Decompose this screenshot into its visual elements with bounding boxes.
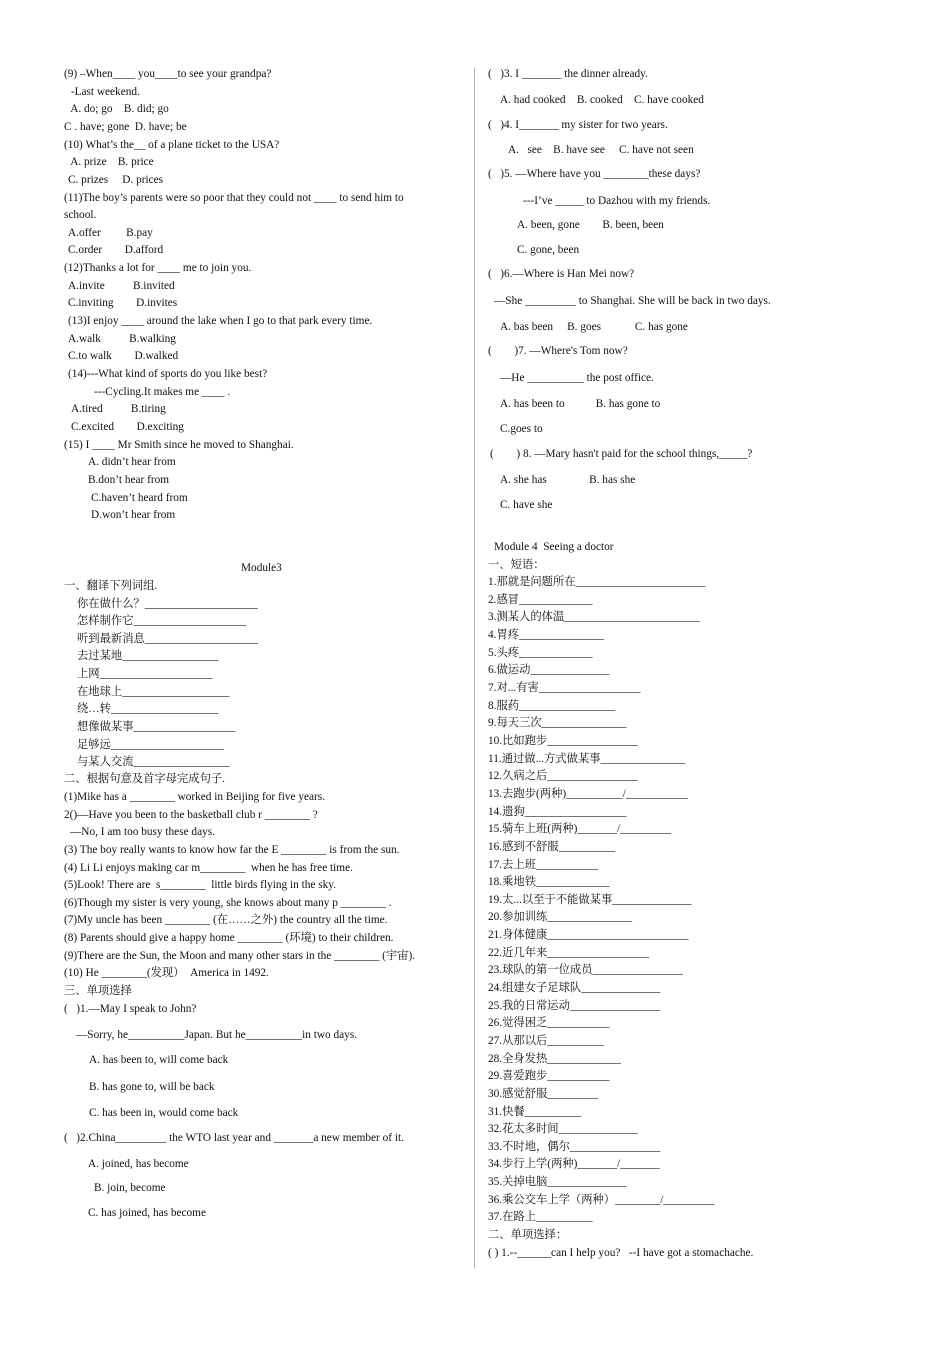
column-divider xyxy=(474,68,475,1268)
text-line: 9.每天三次_______________ xyxy=(488,717,627,729)
text-line: (14)---What kind of sports do you like best? xyxy=(68,368,268,380)
text-line: ( )7. —Where's Tom now? xyxy=(488,345,628,357)
text-line: 26.觉得困乏___________ xyxy=(488,1017,610,1029)
text-line: 听到最新消息____________________ xyxy=(77,633,258,645)
text-line: 3.测某人的体温________________________ xyxy=(488,611,700,623)
text-line: —No, I am too busy these days. xyxy=(70,826,215,838)
text-line: C. has been in, would come back xyxy=(89,1107,239,1119)
text-line: (13)I enjoy ____ around the lake when I go to that park every time. xyxy=(68,315,373,327)
text-line: 15.骑车上班(两种)_______/_________ xyxy=(488,823,671,835)
text-line: 1.那就是问题所在_______________________ xyxy=(488,576,706,588)
text-line: 上网____________________ xyxy=(77,668,213,680)
text-line: 8.服药_________________ xyxy=(488,700,616,712)
text-line: 5.头疼_____________ xyxy=(488,647,593,659)
text-line: school. xyxy=(64,209,97,221)
text-line: C. prizes D. prices xyxy=(68,174,164,186)
text-line: C. has joined, has become xyxy=(88,1207,206,1219)
text-line: (6)Though my sister is very young, she knows about many p ________ . xyxy=(64,897,392,909)
text-line: 12.久病之后________________ xyxy=(488,770,638,782)
text-line: C.to walk D.walked xyxy=(68,350,179,362)
text-line: (7)My uncle has been ________ (在……之外) the country all the time. xyxy=(64,914,388,926)
text-line: A.invite B.invited xyxy=(68,280,175,292)
text-line: (4) Li Li enjoys making car m________ when he has free time. xyxy=(64,862,353,874)
text-line: (15) I ____ Mr Smith since he moved to Shanghai. xyxy=(64,439,294,451)
text-line: (10) What’s the__ of a plane ticket to the USA? xyxy=(64,139,280,151)
text-line: A. has been to B. has gone to xyxy=(500,398,661,410)
text-line: B. has gone to, will be back xyxy=(89,1081,215,1093)
text-line: 足够远____________________ xyxy=(77,739,224,751)
text-line: B. join, become xyxy=(94,1182,166,1194)
text-line: (10) He ________(发现） America in 1492. xyxy=(64,967,269,979)
text-line: 绕…转___________________ xyxy=(77,703,219,715)
text-line: —He __________ the post office. xyxy=(500,372,654,384)
text-line: A.tired B.tiring xyxy=(71,403,166,415)
text-line: C.order D.afford xyxy=(68,244,164,256)
text-line: ( )3. I _______ the dinner already. xyxy=(488,68,648,80)
text-line: 32.花太多时间______________ xyxy=(488,1123,638,1135)
text-line: 想像做某事__________________ xyxy=(77,721,236,733)
text-line: 22.近几年来__________________ xyxy=(488,947,649,959)
text-line: 33.不时地，偶尔________________ xyxy=(488,1141,661,1153)
text-line: 二、根据句意及首字母完成句子. xyxy=(64,773,225,785)
text-line: 37.在路上__________ xyxy=(488,1211,593,1223)
text-line: 24.组建女子足球队______________ xyxy=(488,982,661,994)
text-line: 25.我的日常运动________________ xyxy=(488,1000,661,1012)
text-line: A. has been to, will come back xyxy=(89,1054,229,1066)
text-line: ---Cycling.It makes me ____ . xyxy=(94,386,231,398)
text-line: 7.对...有害__________________ xyxy=(488,682,641,694)
text-line: 30.感觉舒服_________ xyxy=(488,1088,599,1100)
text-line: ( )1.—May I speak to John? xyxy=(64,1003,197,1015)
text-line: A. joined, has become xyxy=(88,1158,189,1170)
text-line: ( )2.China_________ the WTO last year and _______a new member of it. xyxy=(64,1132,404,1144)
text-line: 28.全身发热_____________ xyxy=(488,1053,621,1065)
text-line: ---I’ve _____ to Dazhou with my friends. xyxy=(523,195,711,207)
text-line: 11.通过做...方式做某事_______________ xyxy=(488,753,686,765)
text-line: C.excited D.exciting xyxy=(71,421,184,433)
text-line: 16.感到不舒服__________ xyxy=(488,841,616,853)
text-line: (9) –When____ you____to see your grandpa? xyxy=(64,68,272,80)
text-line: 10.比如跑步________________ xyxy=(488,735,638,747)
text-line: 19.太...以至于不能做某事______________ xyxy=(488,894,692,906)
text-line: 2.感冒_____________ xyxy=(488,594,593,606)
text-line: 去过某地_________________ xyxy=(77,650,219,662)
text-line: (8) Parents should give a happy home ________ (环境) to their children. xyxy=(64,932,394,944)
text-line: ( )6.—Where is Han Mei now? xyxy=(488,268,635,280)
text-line: A. been, gone B. been, been xyxy=(517,219,664,231)
text-line: 14.遗狗__________________ xyxy=(488,806,627,818)
text-line: 三、单项选择 xyxy=(64,985,132,997)
text-line: 21.身体健康_________________________ xyxy=(488,929,689,941)
text-line: -Last weekend. xyxy=(68,86,140,98)
text-line: 17.去上班___________ xyxy=(488,859,599,871)
text-line: A.offer B.pay xyxy=(68,227,153,239)
text-line: 二、单项选择： xyxy=(488,1229,568,1241)
text-line: 31.快餐__________ xyxy=(488,1106,582,1118)
text-line: (1)Mike has a ________ worked in Beijing for five years. xyxy=(64,791,326,803)
text-line: —She _________ to Shanghai. She will be back in two days. xyxy=(494,295,771,307)
text-line: A. prize B. price xyxy=(68,156,154,168)
text-line: D.won’t hear from xyxy=(91,509,176,521)
text-line: ( )5. —Where have you ________these days? xyxy=(488,168,701,180)
text-line: ( ) 1.--______can I help you? --I have got a stomachache. xyxy=(488,1247,754,1259)
text-line: (5)Look! There are s________ little birds flying in the sky. xyxy=(64,879,337,891)
text-line: 13.去跑步(两种)__________/___________ xyxy=(488,788,688,800)
text-line: C . have; gone D. have; be xyxy=(64,121,187,133)
text-line: 23.球队的第一位成员________________ xyxy=(488,964,683,976)
text-line: 一、翻译下列词组. xyxy=(64,580,158,592)
text-line: C. gone, been xyxy=(517,244,580,256)
text-line: A.walk B.walking xyxy=(68,333,176,345)
text-line: C. have she xyxy=(500,499,553,511)
text-line: 18.乘地铁_____________ xyxy=(488,876,610,888)
text-line: Module3 xyxy=(241,562,282,574)
text-line: 6.做运动______________ xyxy=(488,664,610,676)
text-line: C.inviting D.invites xyxy=(68,297,178,309)
text-line: A. didn’t hear from xyxy=(88,456,176,468)
text-line: A. had cooked B. cooked C. have cooked xyxy=(500,94,704,106)
text-line: 29.喜爱跑步___________ xyxy=(488,1070,610,1082)
text-line: (9)There are the Sun, the Moon and many other stars in the ________ (宇宙). xyxy=(64,950,416,962)
text-line: 27.从那以后__________ xyxy=(488,1035,604,1047)
text-line: (12)Thanks a lot for ____ me to join you. xyxy=(64,262,252,274)
text-line: ( )4. I_______ my sister for two years. xyxy=(488,119,668,131)
text-line: 4.胃疼_______________ xyxy=(488,629,604,641)
text-line: —Sorry, he__________Japan. But he__________in two days. xyxy=(76,1029,358,1041)
text-line: (3) The boy really wants to know how far the E ________ is from the sun. xyxy=(64,844,400,856)
text-line: A. bas been B. goes C. has gone xyxy=(500,321,688,333)
text-line: (11)The boy’s parents were so poor that they could not ____ to send him to xyxy=(64,192,404,204)
text-line: 与某人交流_________________ xyxy=(77,756,230,768)
text-line: 36.乘公交车上学（两种）________/_________ xyxy=(488,1194,715,1206)
text-line: 35.关掉电脑______________ xyxy=(488,1176,627,1188)
text-line: B.don’t hear from xyxy=(88,474,170,486)
text-line: 2()—Have you been to the basketball club r ________ ? xyxy=(64,809,318,821)
text-line: 怎样制作它____________________ xyxy=(77,615,247,627)
text-line: 一、短语： xyxy=(488,559,545,571)
text-line: ( ) 8. —Mary hasn't paid for the school things,_____? xyxy=(490,448,753,460)
text-line: A. do; go B. did; go xyxy=(68,103,169,115)
text-line: C.haven’t heard from xyxy=(91,492,188,504)
text-line: 你在做什么？____________________ xyxy=(77,598,258,610)
text-line: 20.参加训练_______________ xyxy=(488,911,633,923)
text-line: 在地球上___________________ xyxy=(77,686,230,698)
text-line: 34.步行上学(两种)_______/_______ xyxy=(488,1158,660,1170)
text-line: A. she has B. has she xyxy=(500,474,636,486)
text-line: C.goes to xyxy=(500,423,543,435)
text-line: Module 4 Seeing a doctor xyxy=(494,541,614,553)
text-line: A. see B. have see C. have not seen xyxy=(508,144,694,156)
